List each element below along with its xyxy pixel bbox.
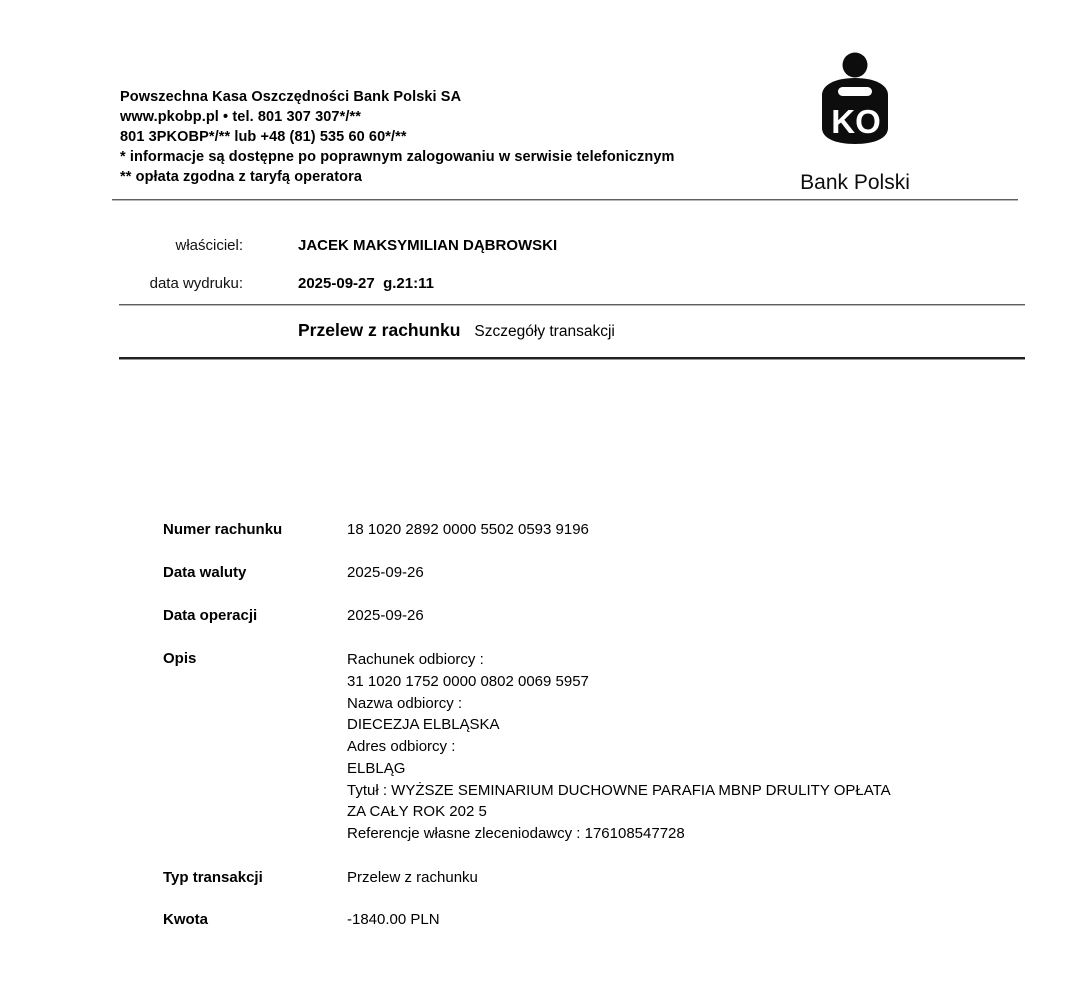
value-date-value: 2025-09-26 <box>347 564 424 581</box>
divider-header <box>112 199 1018 201</box>
detail-row-amount <box>163 910 983 929</box>
description-value: Rachunek odbiorcy : 31 1020 1752 0000 0802 0069 5957 Nazwa odbiorcy : DIECEZJA ELBLĄSKA Adres odbiorcy : ELBLĄG Tytuł : WYŻSZE SEMINARIUM DUCHOWNE PARAFIA MBNP DRULITY OPŁATA ZA CAŁY ROK 202 5 Referencje własne zleceniodawcy : 176108547728 <box>347 651 891 842</box>
detail-row-transaction-type <box>163 868 983 887</box>
title-main: Przelew z rachunku <box>298 320 461 340</box>
operation-date-value: 2025-09-26 <box>347 607 424 624</box>
detail-row-operation-date <box>163 606 983 625</box>
detail-row-value-date <box>163 563 983 582</box>
value-date-label: Data waluty <box>163 564 247 581</box>
owner-row <box>100 236 1030 255</box>
svg-text:KO: KO <box>831 103 881 140</box>
transaction-type-value: Przelew z rachunku <box>347 868 478 886</box>
document-title <box>298 320 615 341</box>
description-label: Opis <box>163 650 197 667</box>
account-number-label: Numer rachunku <box>163 521 283 538</box>
bank-footnote-2: ** opłata zgodna z taryfą operatora <box>120 169 362 185</box>
bank-contact-line-2: 801 3PKOBP*/** lub +48 (81) 535 60 60*/** <box>120 129 407 145</box>
amount-value: -1840.00 PLN <box>347 910 440 928</box>
detail-row-account-number <box>163 520 983 539</box>
pko-logo-block <box>790 52 920 195</box>
operation-date-label: Data operacji <box>163 607 258 624</box>
account-number-value: 18 1020 2892 0000 5502 0593 9196 <box>347 521 589 538</box>
transaction-details <box>163 520 983 953</box>
logo-caption: Bank Polski <box>800 171 910 194</box>
title-sub: Szczegóły transakcji <box>474 323 615 340</box>
amount-label: Kwota <box>163 910 208 928</box>
detail-row-description <box>163 649 983 845</box>
owner-value: JACEK MAKSYMILIAN DĄBROWSKI <box>298 237 558 254</box>
owner-label: właściciel: <box>175 237 243 254</box>
bank-header <box>120 87 760 187</box>
bank-name: Powszechna Kasa Oszczędności Bank Polski SA <box>120 89 462 105</box>
pko-moneybox-logo-icon <box>822 52 888 144</box>
print-date-value: 2025-09-27 g.21:11 <box>298 275 434 292</box>
divider-title <box>119 357 1025 360</box>
print-date-row <box>100 274 1030 293</box>
print-date-label: data wydruku: <box>149 275 243 292</box>
transaction-type-label: Typ transakcji <box>163 868 263 886</box>
bank-contact-line-1: www.pkobp.pl • tel. 801 307 307*/** <box>120 109 361 125</box>
divider-meta <box>119 304 1025 306</box>
bank-footnote-1: * informacje są dostępne po poprawnym zalogowaniu w serwisie telefonicznym <box>120 149 675 165</box>
